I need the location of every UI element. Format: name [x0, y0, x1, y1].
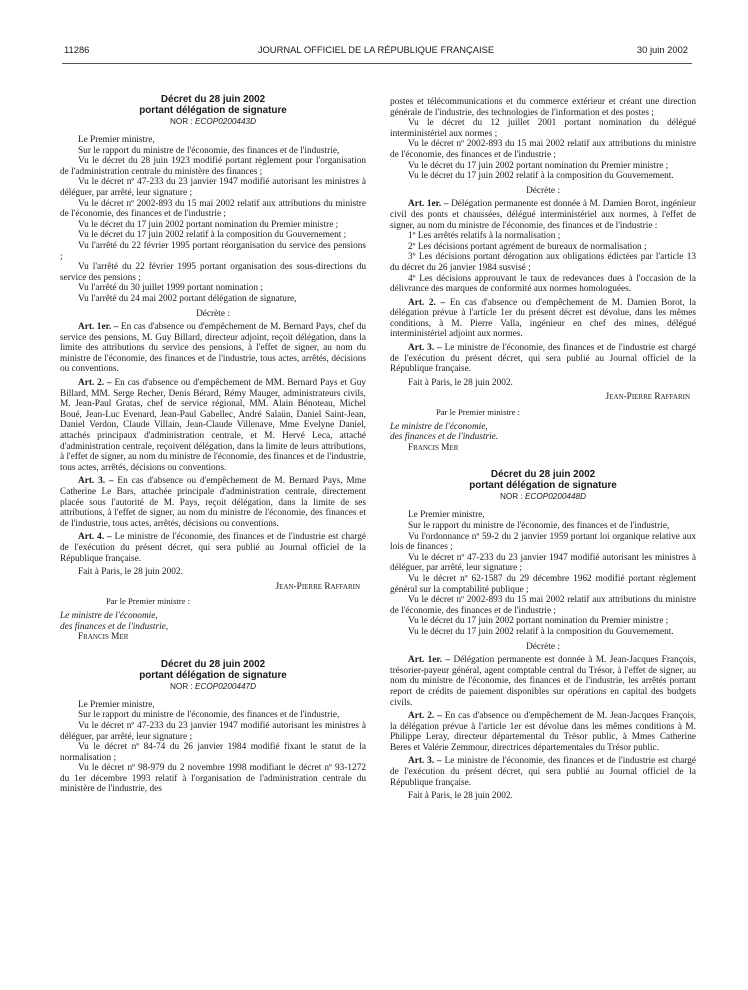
page-header — [64, 44, 688, 58]
preamble-line: Vu le décret du 17 juin 2002 relatif à la composition du Gouvernement ; — [78, 230, 347, 241]
preamble-line: Vu l'ordonnance nº 59-2 du 2 janvier 1959 portant loi organique relative aux lois de finances ; — [390, 531, 696, 553]
nor-code: ECOP0200448D — [525, 492, 587, 502]
preamble-line: Sur le rapport du ministre de l'économie, des finances et de l'industrie, — [408, 521, 670, 531]
preamble-line: Vu le décret du 17 juin 2002 portant nomination du Premier ministre ; — [408, 616, 669, 627]
preamble-line: Vu le décret du 17 juin 2002 portant nomination du Premier ministre ; — [78, 219, 339, 230]
preamble-line: Vu le décret nº 2002-893 du 15 mai 2002 relatif aux attributions du ministre de l'économie, des finances et de l'industrie ; — [390, 595, 696, 616]
article: Art. 3. – Le ministre de l'économie, des finances et de l'industrie est chargé de l'exécution du présent décret, qui sera publié au Journal officiel de la République française. — [390, 756, 697, 788]
preamble-line: Vu le décret du 17 juin 2002 relatif à la composition du Gouvernement. — [408, 626, 674, 637]
minister-title: des finances et de l'industrie, — [60, 621, 169, 632]
decree-nor: NOR : ECOP0200447D — [169, 681, 257, 691]
preamble-line: Vu le décret nº 47-233 du 23 janvier 1947 modifié autorisant les ministres à déléguer, par arrêté, leur signature ; — [390, 552, 696, 574]
right-column — [390, 97, 696, 802]
article: Art. 1er. – Délégation permanente est donnée à M. Jean-Jacques François, trésorier-payeur général, agent comptable central du Trésor, à l'effet de signer, au nom du ministre de l'économie, des finances et de l'industrie, les arrêtés portant report de crédits de paiement disponibles sur opérations en capital des budgets civils. — [390, 655, 696, 708]
preamble-line: Vu l'arrêté du 24 mai 2002 portant délégation de signature, — [78, 293, 297, 304]
par-le-premier-ministre: Par le Premier ministre : — [436, 407, 521, 418]
preamble-line: Vu l'arrêté du 22 février 1995 portant organisation des sous-directions du service des pensions ; — [60, 262, 366, 283]
preamble-line: Vu le décret du 28 juin 1923 modifié portant règlement pour l'organisation de l'administration centrale du ministère des finances ; — [60, 156, 366, 177]
decree-nor: NOR : ECOP0200448D — [499, 492, 587, 502]
preamble-line: Vu le décret nº 62-1587 du 29 décembre 1962 modifié portant règlement général sur la comptabilité publique ; — [390, 573, 696, 595]
preamble-line: Le Premier ministre, — [408, 510, 485, 521]
preamble-line: Vu le décret du 17 juin 2002 portant nomination du Premier ministre ; — [408, 160, 669, 171]
article: Art. 2. – En cas d'absence ou d'empêchement de MM. Bernard Pays et Guy Billard, MM. Serge Recher, Denis Bérard, Rémy Mauger, administrateurs civils, M. Jean-Paul Gratas, chef de service régional, MM. Alain Bénoteau, Michel Boué, Jean-Luc Evenard, Jean-Paul Gabellec, André Salaün, Daniel Saint-Jean, Daniel Verdon, Claude Villain, Jean-Claude Villenave, Mme Evelyne Daniel, attachés principaux d'administration centrale, et M. Hervé Leca, attaché d'administration centrale, reçoivent délégation, dans la limite de leurs attributions, à l'effet de signer, au nom du ministre de l'économie, des finances et de l'industrie, tous actes, arrêtés, décisions ou conventions. — [60, 378, 367, 473]
article: Art. 2. – En cas d'absence ou d'empêchement de M. Damien Borot, la délégation prévue à l'article 1er du présent décret est dévolue, dans les mêmes conditions, à M. Pierre Valla, ingénieur en chef des mines, délégué interministériel adjoint aux normes. — [390, 297, 697, 340]
preamble-line: Vu le décret nº 2002-893 du 15 mai 2002 relatif aux attributions du ministre de l'économie, des finances et de l'industrie ; — [390, 139, 696, 160]
issue-date: 30 juin 2002 — [636, 44, 688, 55]
preamble-line: postes et télécommunications et du commerce extérieur et créant une direction générale de l'industrie, des technologies de l'information et des postes ; — [390, 97, 696, 118]
preamble-line: Vu le décret nº 84-74 du 26 janvier 1984 modifié fixant le statut de la normalisation ; — [60, 742, 366, 763]
minister-title: Le ministre de l'économie, — [390, 421, 488, 432]
decree-title: Décret du 28 juin 2002 — [490, 469, 596, 481]
article: Art. 4. – Le ministre de l'économie, des finances et de l'industrie est chargé de l'exécution du présent décret, qui sera publié au Journal officiel de la République française. — [60, 532, 367, 564]
minister-title: Le ministre de l'économie, — [60, 610, 158, 621]
article-item: 2º Les décisions portant agrément de bureaux de normalisation ; — [408, 241, 647, 252]
decree-448 — [390, 469, 696, 801]
left-column — [60, 94, 366, 795]
decree-subtitle: portant délégation de signature — [139, 105, 287, 116]
preamble-line: Vu le décret nº 47-233 du 23 janvier 1947 modifié autorisant les ministres à déléguer, par arrêté, leur signature ; — [60, 177, 366, 198]
article: Art. 1er. – En cas d'absence ou d'empêchement de M. Bernard Pays, chef du service des pensions, M. Guy Billard, directeur adjoint, reçoit délégation, dans la limite des attributions du service des pensions, à l'effet de signer, au nom du ministre de l'économie, des finances et de l'industrie, tous actes, arrêtés, décisions ou conventions. — [60, 322, 367, 375]
article: Art. 3. – Le ministre de l'économie, des finances et de l'industrie est chargé de l'exécution du présent décret, qui sera publié au Journal officiel de la République française. — [390, 343, 697, 375]
decrete-heading: Décrète : — [526, 641, 560, 652]
decree-title: Décret du 28 juin 2002 — [160, 658, 266, 670]
article: Art. 2. – En cas d'absence ou d'empêchement de M. Jean-Jacques François, la délégation prévue à l'article 1er est dévolue dans les mêmes conditions à M. Philippe Leray, directeur départemental du Trésor public, à Mmes Catherine Beres et Valérie Zemmour, directrices départementales du Trésor public. — [390, 711, 697, 753]
minister-name: Francis Mer — [78, 632, 129, 643]
signatory: Jean-Pierre Raffarin — [605, 392, 690, 403]
preamble-line: Vu le décret du 17 juin 2002 relatif à la composition du Gouvernement. — [408, 171, 674, 182]
minister-name: Francis Mer — [408, 442, 459, 453]
signatory: Jean-Pierre Raffarin — [275, 581, 360, 592]
article-item: 1º Les arrêtés relatifs à la normalisation ; — [408, 231, 561, 242]
preamble-line: Le Premier ministre, — [78, 699, 155, 710]
preamble-line: Sur le rapport du ministre de l'économie, des finances et de l'industrie, — [78, 710, 340, 721]
preamble-line: Vu le décret nº 47-233 du 23 janvier 1947 modifié autorisant les ministres à déléguer, par arrêté, leur signature ; — [60, 720, 366, 742]
page-number: 11286 — [64, 44, 90, 55]
nor-code: ECOP0200447D — [195, 681, 257, 691]
preamble-line: Sur le rapport du ministre de l'économie, des finances et de l'industrie, — [78, 145, 340, 156]
article-item: 4º Les décisions approuvant le taux de redevances dues à l'occasion de la délivrance des marques de conformité aux normes homologuées. — [390, 273, 696, 295]
decrete-heading: Décrète : — [526, 185, 560, 196]
decree-title: Décret du 28 juin 2002 — [160, 94, 266, 105]
decree-nor: NOR : ECOP0200443D — [169, 117, 257, 126]
journal-title: JOURNAL OFFICIEL DE LA RÉPUBLIQUE FRANÇAISE — [257, 44, 495, 55]
article-item: 3º Les décisions portant dérogation aux obligations édictées par l'article 13 du décret du 26 janvier 1984 susvisé ; — [390, 252, 696, 273]
preamble-line: Vu le décret nº 98-979 du 2 novembre 1998 modifiant le décret nº 93-1272 du 1er décembre 1993 relatif à l'organisation de l'administration centrale du ministère de l'industrie, des — [60, 763, 366, 795]
preamble-line: Vu l'arrêté du 30 juillet 1999 portant nomination ; — [78, 283, 263, 294]
decree-447-part1 — [60, 659, 366, 795]
decree-443 — [60, 94, 366, 643]
fait-a-paris: Fait à Paris, le 28 juin 2002. — [408, 377, 513, 388]
nor-code: ECOP0200443D — [195, 117, 257, 126]
decree-447-part2 — [390, 97, 696, 453]
article: Art. 3. – En cas d'absence ou d'empêchement de M. Bernard Pays, Mme Catherine Le Bars, attachée principale d'administration centrale, directement placée sous l'autorité de M. Pays, reçoit délégation, dans la limite de ses attributions, à l'effet de signer, au nom du ministre de l'économie, des finances et de l'industrie, tous actes, arrêtés, décisions ou conventions. — [60, 476, 366, 529]
header-rule — [62, 63, 692, 64]
decrete-heading: Décrète : — [196, 308, 230, 319]
preamble-line: Vu le décret du 12 juillet 2001 portant nomination du délégué interministériel aux normes ; — [390, 118, 696, 139]
decree-subtitle: portant délégation de signature — [469, 480, 617, 492]
preamble-line: Vu l'arrêté du 22 février 1995 portant réorganisation du service des pensions ; — [60, 240, 366, 262]
preamble-line: Le Premier ministre, — [78, 135, 155, 145]
fait-a-paris: Fait à Paris, le 28 juin 2002. — [78, 567, 183, 578]
article: Art. 1er. – Délégation permanente est donnée à M. Damien Borot, ingénieur civil des ponts et chaussées, délégué interministériel aux normes, à l'effet de signer, au nom du ministre de l'économie, des finances et de l'industrie : — [390, 199, 696, 231]
preamble-line: Vu le décret nº 2002-893 du 15 mai 2002 relatif aux attributions du ministre de l'économie, des finances et de l'industrie ; — [60, 198, 366, 220]
decree-subtitle: portant délégation de signature — [139, 669, 287, 681]
minister-title: des finances et de l'industrie. — [390, 432, 499, 443]
fait-a-paris: Fait à Paris, le 28 juin 2002. — [408, 791, 513, 802]
par-le-premier-ministre: Par le Premier ministre : — [106, 596, 191, 607]
